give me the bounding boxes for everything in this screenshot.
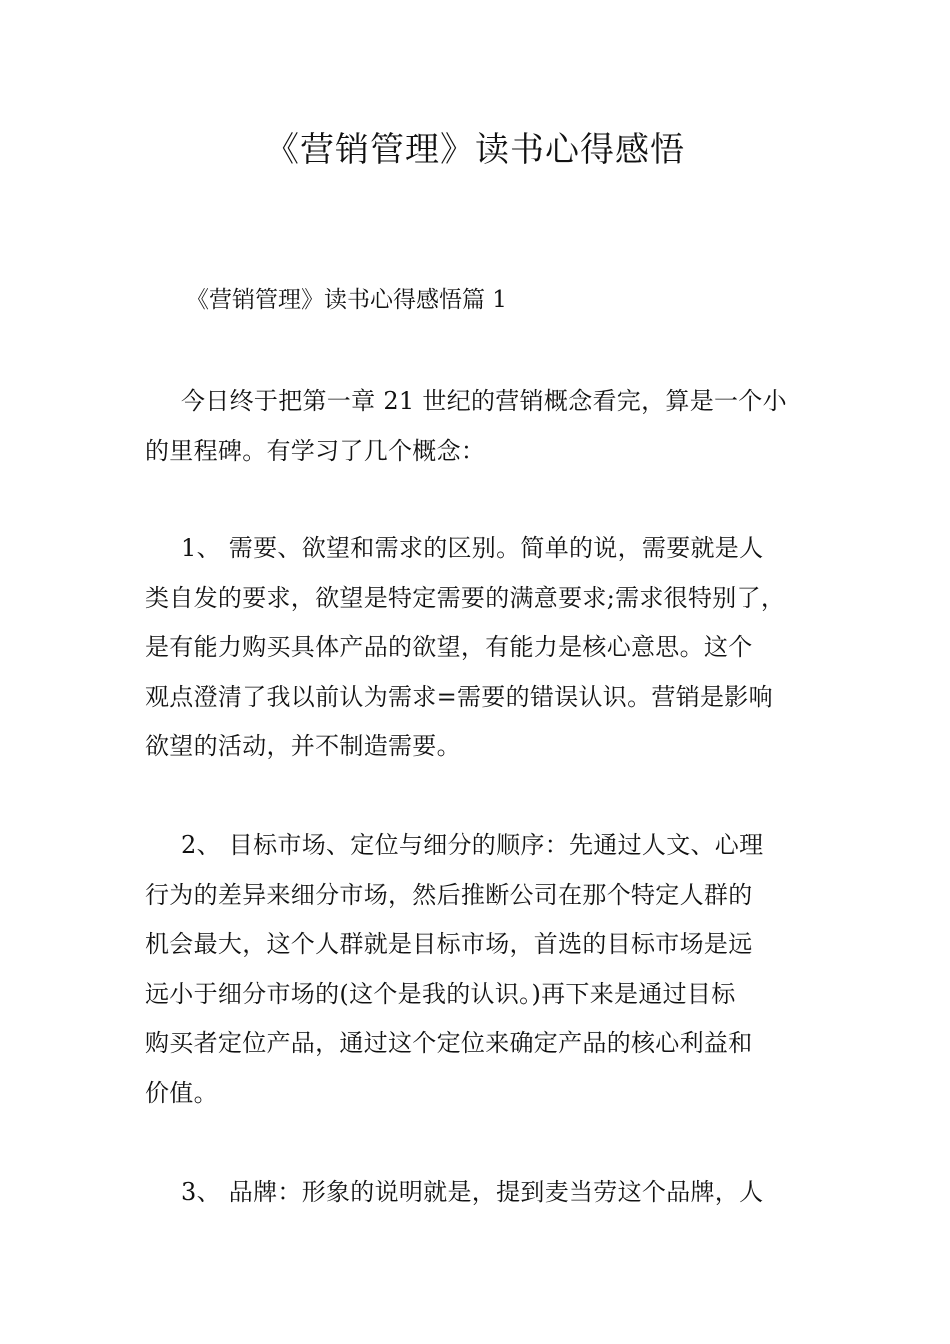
paragraph-point-2 [145,821,817,1119]
paragraph-line: 欲望的活动，并不制造需要。 [145,732,461,761]
paragraph-line: 3、 品牌：形象的说明就是，提到麦当劳这个品牌，人 [181,1178,764,1206]
paragraph-line: 远小于细分市场的(这个是我的认识。)再下来是通过目标 [145,979,736,1008]
paragraph-line: 今日终于把第一章 21 世纪的营销概念看完，算是一个小 [181,387,787,415]
paragraph-line: 购买者定位产品，通过这个定位来确定产品的核心利益和 [145,1029,753,1058]
paragraph-line: 1、 需要、欲望和需求的区别。简单的说，需要就是人 [181,534,764,562]
paragraph-line: 观点澄清了我以前认为需求=需要的错误认识。营销是影响 [145,682,773,711]
paragraph-intro [145,377,817,476]
paragraph-point-1 [145,524,817,772]
paragraph-line: 价值。 [145,1078,218,1107]
paragraph-line: 类自发的要求，欲望是特定需要的满意要求;需求很特别了， [145,583,786,612]
paragraph-point-3 [145,1168,817,1218]
paragraph-line: 的里程碑。有学习了几个概念： [145,436,486,465]
paragraph-line: 行为的差异来细分市场，然后推断公司在那个特定人群的 [145,880,753,909]
paragraph-line: 是有能力购买具体产品的欲望，有能力是核心意思。这个 [145,633,753,662]
section-heading: 《营销管理》读书心得感悟篇 1 [186,287,507,313]
document-title: 《营销管理》读书心得感悟 [265,130,685,170]
paragraph-line: 机会最大，这个人群就是目标市场，首选的目标市场是远 [145,930,753,959]
paragraph-line: 2、 目标市场、定位与细分的顺序：先通过人文、心理 [181,831,764,859]
